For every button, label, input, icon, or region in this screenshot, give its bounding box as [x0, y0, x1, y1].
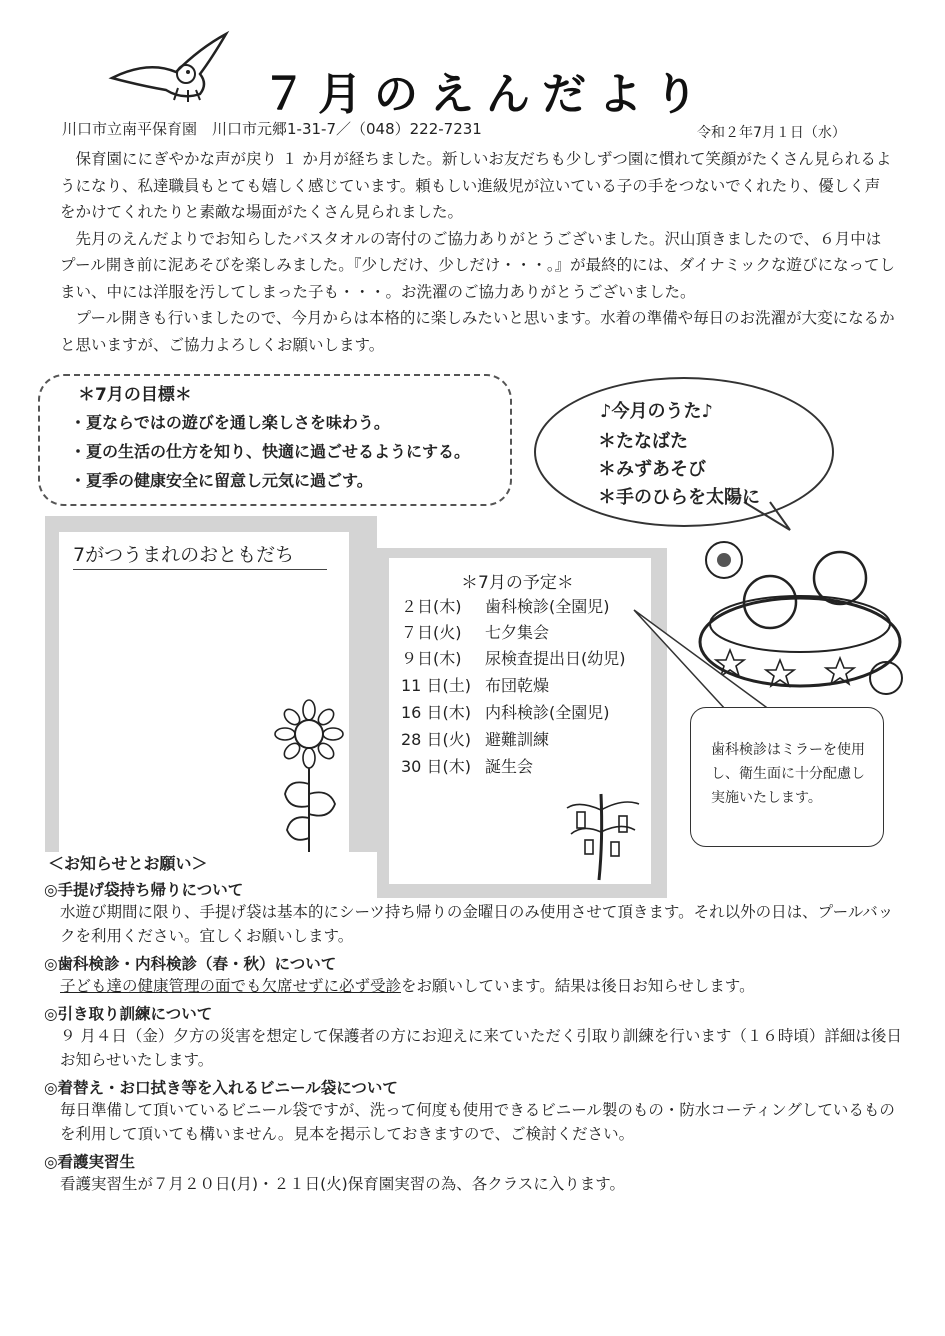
- sunflower-illustration: [269, 694, 359, 854]
- notice-body-rest: をお願いしています。結果は後日お知らせします。: [401, 977, 755, 995]
- notice-body: 毎日準備して頂いているビニール袋ですが、洗って何度も使用できるビニール製のもの・防水コーティングしているものを利用して頂いても構いません。見本を掲示しておきますので、ご検討ください。: [60, 1101, 895, 1143]
- notice-heading: ◎手提げ袋持ち帰りについて: [44, 881, 244, 899]
- organization-info: 川口市立南平保育園 川口市元郷1-31-7／（048）222-7231: [62, 120, 482, 138]
- schedule-row: [401, 646, 626, 669]
- notice-heading: ◎着替え・お口拭き等を入れるビニール袋について: [44, 1079, 398, 1097]
- schedule-event: 誕生会: [485, 757, 534, 776]
- notices-section: [44, 851, 904, 1196]
- schedule-event: 七夕集会: [485, 623, 550, 642]
- notice-body: 水遊び期間に限り、手提げ袋は基本的にシーツ持ち帰りの金曜日のみ使用させて頂きます。それ以外の日は、プールバックを利用ください。宜しくお願いします。: [60, 903, 894, 945]
- schedule-event: 布団乾燥: [485, 676, 550, 695]
- notice-body: 看護実習生が７月２０日(月)・２１日(火)保育園実習の為、各クラスに入ります。: [60, 1175, 625, 1193]
- notices-title: ＜お知らせとお願い＞: [48, 854, 208, 873]
- song-item: ＊手のひらを太陽に: [598, 487, 760, 508]
- goal-item: ・夏ならではの遊びを通し楽しさを味わう。: [70, 413, 390, 432]
- notice-body-underlined: 子ども達の健康管理の面でも欠席せずに必ず受診: [60, 977, 402, 995]
- monthly-goals-box: [38, 374, 512, 506]
- schedule-title: ＊7月の予定＊: [461, 573, 574, 593]
- issue-date: 令和２年7月１日（水）: [697, 125, 846, 141]
- schedule-row: [401, 620, 549, 643]
- schedule-row: [401, 594, 610, 617]
- notice-body: ９ 月４日（金）夕方の災害を想定して保護者の方にお迎えに来ていただく引取り訓練を行います（１６時頃）詳細は後日お知らせいたします。: [60, 1027, 902, 1069]
- intro-paragraph: 先月のえんだよりでお知らしたバスタオルの寄付のご協力ありがとうございました。沢山頂きましたので、６月中はプール開き前に泥あそびを楽しみました。『少しだけ、少しだけ・・・。』が最終的には、ダイナミックな遊びになってしまい、中には洋服を汚してしまった子も・・・。お洗濯のご協力ありがとうございました。: [60, 229, 895, 301]
- schedule-row: [401, 673, 549, 696]
- schedule-day: 28 日(火): [401, 730, 471, 749]
- schedule-event: 避難訓練: [485, 730, 550, 749]
- schedule-row: [401, 727, 549, 750]
- schedule-day: 16 日(木): [401, 703, 471, 722]
- intro-text: [60, 146, 895, 358]
- schedule-row: [401, 754, 533, 777]
- schedule-event: 歯科検診(全園児): [485, 597, 610, 616]
- intro-paragraph: 保育園ににぎやかな声が戻り １ か月が経ちました。新しいお友だちも少しずつ園に慣れて笑顔がたくさん見られるようになり、私達職員もとても嬉しく感じています。頼もしい進級児が泣いている子の手をつないでくれたり、優しく声をかけてくれたりと素敵な場面がたくさん見られました。: [60, 150, 892, 221]
- goal-item: ・夏季の健康安全に留意し元気に過ごす。: [70, 471, 373, 490]
- song-of-month-bubble: [534, 377, 834, 527]
- goal-item: ・夏の生活の仕方を知り、快適に過ごせるようにする。: [70, 442, 471, 461]
- song-item: ＊たなばた: [598, 431, 688, 452]
- schedule-row: [401, 700, 610, 723]
- notice-body: [60, 974, 904, 998]
- dental-note-text: 歯科検診はミラーを使用し、衛生面に十分配慮し実施いたします。: [711, 742, 865, 806]
- schedule-event: 内科検診(全園児): [485, 703, 610, 722]
- intro-paragraph: プール開きも行いましたので、今月からは本格的に楽しみたいと思います。水着の準備や毎日のお洗濯が大変になるかと思いますが、ご協力よろしくお願いします。: [60, 309, 895, 354]
- birthday-box: [45, 516, 377, 852]
- page-title: ７月のえんだより: [262, 69, 710, 120]
- notice-heading: ◎看護実習生: [44, 1153, 136, 1171]
- schedule-box: [377, 548, 667, 898]
- dental-checkup-note: [690, 707, 884, 847]
- schedule-day: 11 日(土): [401, 676, 471, 695]
- song-item: ＊みずあそび: [598, 459, 706, 480]
- notice-heading: ◎引き取り訓練について: [44, 1005, 213, 1023]
- schedule-day: 30 日(木): [401, 757, 471, 776]
- birthday-title: 7がつうまれのおともだち: [73, 540, 327, 570]
- schedule-day: ２日(木): [401, 597, 462, 616]
- song-title: ♪今月のうた♪: [600, 401, 713, 422]
- schedule-event: 尿検査提出日(幼児): [485, 649, 626, 668]
- goals-title: ＊7月の目標＊: [78, 385, 192, 405]
- notice-heading: ◎歯科検診・内科検診（春・秋）について: [44, 955, 337, 973]
- bird-logo-illustration: [108, 28, 236, 106]
- schedule-day: ９日(木): [401, 649, 462, 668]
- note-callout-pointer: [630, 606, 780, 712]
- schedule-day: ７日(火): [401, 623, 462, 642]
